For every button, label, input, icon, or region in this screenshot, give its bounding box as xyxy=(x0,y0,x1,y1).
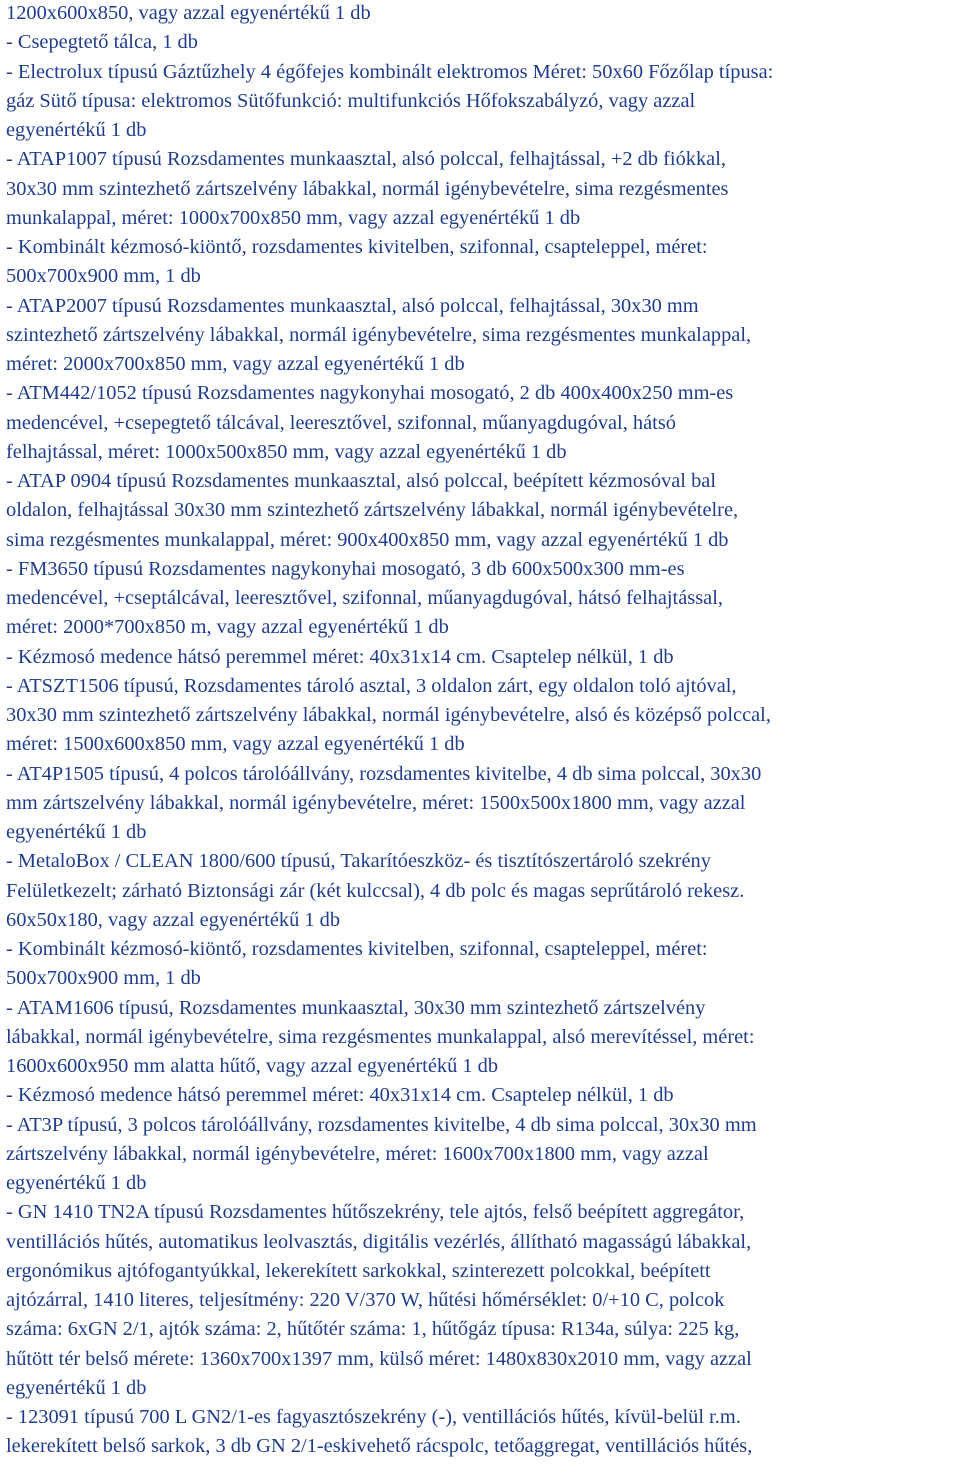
document-line: méret: 1500x600x850 mm, vagy azzal egyenértékű 1 db xyxy=(6,733,465,756)
document-line: - Kombinált kézmosó-kiöntő, rozsdamentes kivitelben, szifonnal, csapteleppel, méret: xyxy=(6,938,708,960)
document-line: - FM3650 típusú Rozsdamentes nagykonyhai mosogató, 3 db 600x500x300 mm-es xyxy=(6,557,685,580)
document-line: 1200x600x850, vagy azzal egyenértékű 1 db xyxy=(6,2,371,24)
document-line: - ATSZT1506 típusú, Rozsdamentes tároló asztal, 3 oldalon zárt, egy oldalon toló ajtóval, xyxy=(6,674,737,697)
document-line: lábakkal, normál igénybevételre, sima rezgésmentes munkalappal, alsó merevítéssel, méret: xyxy=(6,1025,755,1048)
document-line: méret: 2000x700x850 mm, vagy azzal egyenértékű 1 db xyxy=(6,353,465,375)
document-line: - ATAP 0904 típusú Rozsdamentes munkaasztal, alsó polccal, beépített kézmosóval bal xyxy=(6,470,716,492)
document-line: - AT3P típusú, 3 polcos tárolóállvány, rozsdamentes kivitelbe, 4 db sima polccal, 30x30 mm xyxy=(6,1113,757,1136)
document-line: felhajtással, méret: 1000x500x850 mm, vagy azzal egyenértékű 1 db xyxy=(6,440,567,463)
document-line: ergonómikus ajtófogantyúkkal, lekerekített sarkokkal, szinterezett polcokkal, beépített xyxy=(6,1259,711,1282)
document-line: mm zártszelvény lábakkal, normál igénybevételre, méret: 1500x500x1800 mm, vagy azzal xyxy=(6,791,746,814)
document-line: méret: 2000*700x850 m, vagy azzal egyenértékű 1 db xyxy=(6,616,449,639)
document-line: - 123091 típusú 700 L GN2/1-es fagyasztószekrény (-), ventillációs hűtés, kívül-belül r.m. xyxy=(6,1406,741,1428)
document-line: - Kézmosó medence hátsó peremmel méret: 40x31x14 cm. Csaptelep nélkül, 1 db xyxy=(6,645,674,668)
document-line: gáz Sütő típusa: elektromos Sütőfunkció: multifunkciós Hőfokszabályzó, vagy azzal xyxy=(6,89,696,112)
document-line: sima rezgésmentes munkalappal, méret: 900x400x850 mm, vagy azzal egyenértékű 1 db xyxy=(6,528,729,551)
document-line: 60x50x180, vagy azzal egyenértékű 1 db xyxy=(6,908,341,931)
document-line: szintezhető zártszelvény lábakkal, normál igénybevételre, sima rezgésmentes munkalappal, xyxy=(6,323,752,346)
document-line: hűtött tér belső mérete: 1360x700x1397 mm, külső méret: 1480x830x2010 mm, vagy azzal xyxy=(6,1347,752,1370)
document-line: oldalon, felhajtással 30x30 mm szintezhető zártszelvény lábakkal, normál igénybevételre, xyxy=(6,499,739,522)
document-line: - MetaloBox / CLEAN 1800/600 típusú, Takarítóeszköz- és tisztítószertároló szekrény xyxy=(6,850,711,873)
document-line: ajtózárral, 1410 literes, teljesítmény: 220 V/370 W, hűtési hőmérséklet: 0/+10 C, polcok xyxy=(6,1289,725,1311)
document-line: egyenértékű 1 db xyxy=(6,1376,147,1399)
document-line: egyenértékű 1 db xyxy=(6,119,147,141)
document-line: - ATAM1606 típusú, Rozsdamentes munkaasztal, 30x30 mm szintezhető zártszelvény xyxy=(6,996,706,1019)
document-line: - Kombinált kézmosó-kiöntő, rozsdamentes kivitelben, szifonnal, csapteleppel, méret: xyxy=(6,236,708,258)
document-line: medencével, +cseptálcával, leeresztővel, szifonnal, műanyagdugóval, hátsó felhajtással, xyxy=(6,587,723,609)
document-line: száma: 6xGN 2/1, ajtók száma: 2, hűtőtér száma: 1, hűtőgáz típusa: R134a, súlya: 225 kg, xyxy=(6,1318,740,1341)
document-line: - ATAP2007 típusú Rozsdamentes munkaasztal, alsó polccal, felhajtással, 30x30 mm xyxy=(6,294,699,317)
document-line: - ATM442/1052 típusú Rozsdamentes nagykonyhai mosogató, 2 db 400x400x250 mm-es xyxy=(6,382,734,405)
document-line: 500x700x900 mm, 1 db xyxy=(6,265,201,288)
document-line: medencével, +csepegtető tálcával, leeresztővel, szifonnal, műanyagdugóval, hátsó xyxy=(6,411,676,434)
document-line: lekerekített belső sarkok, 3 db GN 2/1-eskivehető rácspolc, tetőaggregat, ventillációs hűtés, xyxy=(6,1435,753,1458)
document-line: 500x700x900 mm, 1 db xyxy=(6,967,201,990)
document-line: 30x30 mm szintezhető zártszelvény lábakkal, normál igénybevételre, alsó és középső polccal, xyxy=(6,704,771,726)
document-line: 30x30 mm szintezhető zártszelvény lábakkal, normál igénybevételre, sima rezgésmentes xyxy=(6,177,729,200)
document-line: - Csepegtető tálca, 1 db xyxy=(6,31,198,54)
document-line: - AT4P1505 típusú, 4 polcos tárolóállvány, rozsdamentes kivitelbe, 4 db sima polccal, 30x30 xyxy=(6,762,762,785)
document-line: - Kézmosó medence hátsó peremmel méret: 40x31x14 cm. Csaptelep nélkül, 1 db xyxy=(6,1084,674,1107)
document-body-text xyxy=(6,0,956,1462)
document-line: ventillációs hűtés, automatikus leolvasztás, digitális vezérlés, állítható magasságú lábakkal, xyxy=(6,1230,752,1253)
document-line: egyenértékű 1 db xyxy=(6,1172,147,1194)
document-line: zártszelvény lábakkal, normál igénybevételre, méret: 1600x700x1800 mm, vagy azzal xyxy=(6,1142,709,1165)
document-line: - Electrolux típusú Gáztűzhely 4 égőfejes kombinált elektromos Méret: 50x60 Főzőlap típusa: xyxy=(6,60,774,83)
document-line: munkalappal, méret: 1000x700x850 mm, vagy azzal egyenértékű 1 db xyxy=(6,206,581,229)
document-line: - ATAP1007 típusú Rozsdamentes munkaasztal, alsó polccal, felhajtással, +2 db fiókkal, xyxy=(6,148,726,171)
document-line: Felületkezelt; zárható Biztonsági zár (két kulccsal), 4 db polc és magas seprűtároló rekesz. xyxy=(6,879,745,902)
document-line: egyenértékű 1 db xyxy=(6,821,147,843)
document-line: 1600x600x950 mm alatta hűtő, vagy azzal egyenértékű 1 db xyxy=(6,1055,499,1077)
document-line: - GN 1410 TN2A típusú Rozsdamentes hűtőszekrény, tele ajtós, felső beépített aggregátor, xyxy=(6,1201,745,1224)
